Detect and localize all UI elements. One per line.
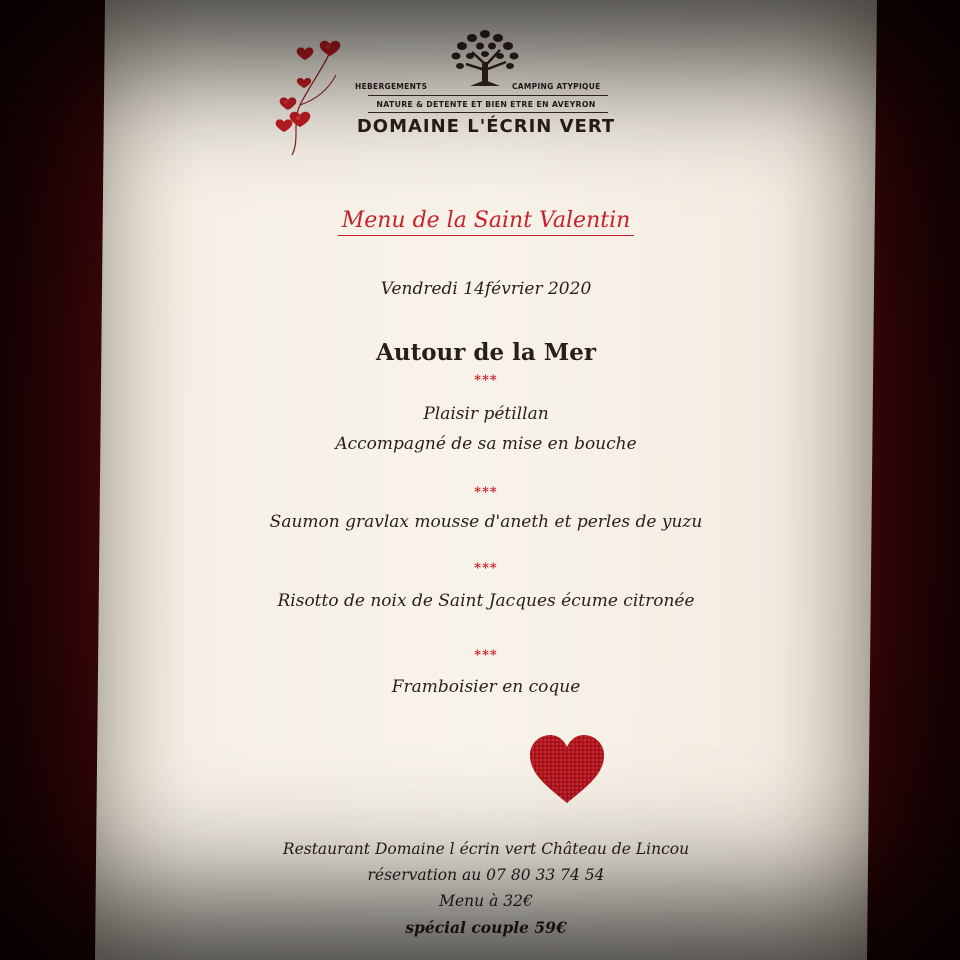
- separator: ***: [474, 373, 498, 388]
- footer-couple-price: spécial couple 59€: [405, 918, 567, 937]
- hearts-cluster-icon: [270, 30, 360, 160]
- logo-divider: [368, 95, 608, 96]
- menu-content: [100, 0, 872, 960]
- course-item: Risotto de noix de Saint Jacques écume citronée: [277, 591, 695, 611]
- logo-name: DOMAINE L'ÉCRIN VERT: [356, 116, 616, 137]
- menu-title-text: Menu de la Saint Valentin: [338, 208, 635, 236]
- section-heading: Autour de la Mer: [376, 339, 596, 366]
- course-item: Framboisier en coque: [391, 677, 581, 697]
- footer-reservation: réservation au 07 80 33 74 54: [367, 866, 605, 884]
- menu-title: [100, 208, 872, 233]
- logo-left-text: HEBERGEMENTS: [355, 82, 428, 91]
- course-item: Accompagné de sa mise en bouche: [335, 434, 637, 454]
- footer-price: Menu à 32€: [439, 892, 533, 910]
- logo-right-text: CAMPING ATYPIQUE: [512, 82, 601, 91]
- footer-restaurant: Restaurant Domaine l écrin vert Château de Lincou: [282, 840, 690, 858]
- glitter-heart-icon: [528, 735, 606, 805]
- separator: ***: [474, 485, 498, 500]
- course-item: Saumon gravlax mousse d'aneth et perles de yuzu: [269, 512, 703, 532]
- separator: ***: [474, 561, 498, 576]
- logo-divider: [368, 112, 608, 113]
- logo-tagline: NATURE & DETENTE ET BIEN ETRE EN AVEYRON: [376, 100, 596, 109]
- menu-date: Vendredi 14février 2020: [380, 279, 592, 299]
- course-item: Plaisir pétillan: [423, 404, 549, 424]
- separator: ***: [474, 648, 498, 663]
